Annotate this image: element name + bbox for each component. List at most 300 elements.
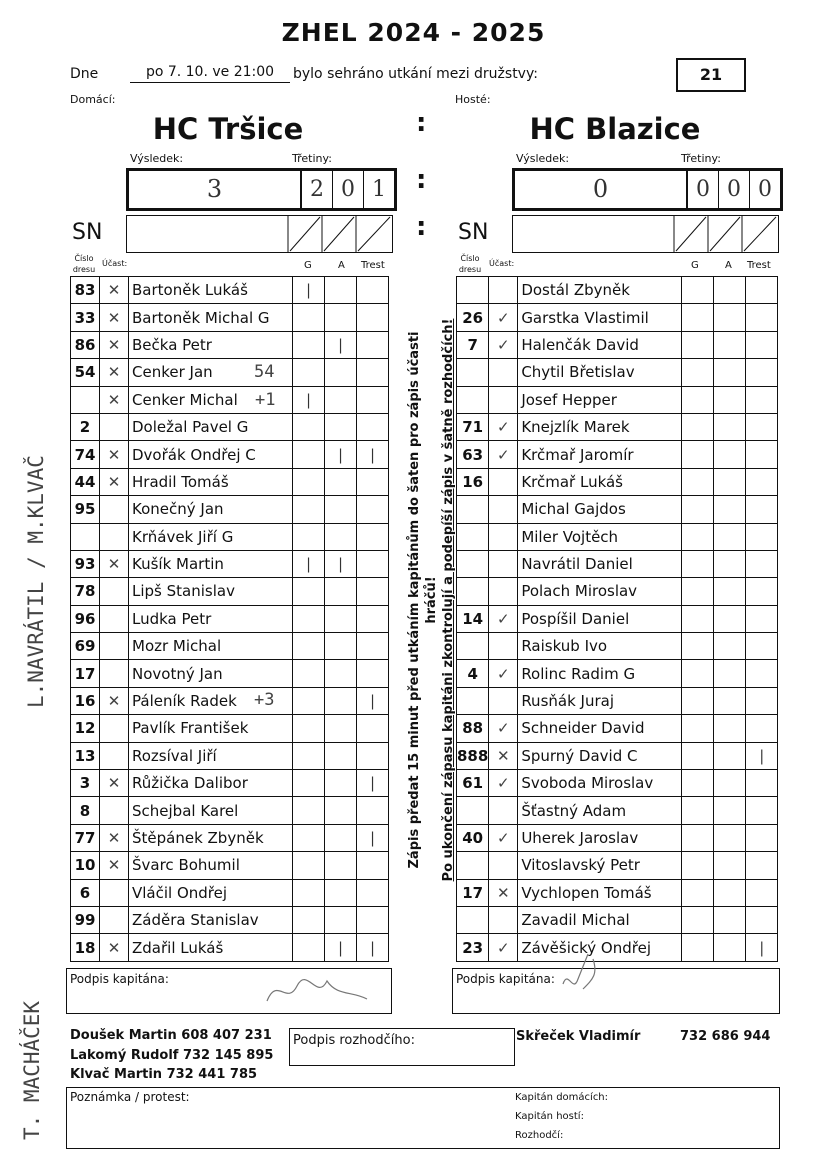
home-player-name: Ludka Petr <box>129 605 293 632</box>
home-assists-mark <box>325 413 357 440</box>
away-jersey-number: 23 <box>457 934 489 961</box>
away-participation-mark <box>489 277 518 304</box>
away-participation-mark: ✓ <box>489 770 518 797</box>
home-roster-table <box>70 276 389 962</box>
away-jersey-number: 88 <box>457 715 489 742</box>
home-player-row <box>71 715 389 742</box>
home-player-name: Novotný Jan <box>129 660 293 687</box>
home-jersey-number: 54 <box>71 359 100 386</box>
home-participation-mark: ✕ <box>100 687 129 714</box>
home-jersey-number: 17 <box>71 660 100 687</box>
away-assists-mark <box>714 715 746 742</box>
away-player-name: Vitoslavský Petr <box>518 852 682 879</box>
home-jersey-number: 18 <box>71 934 100 961</box>
home-player-row <box>71 879 389 906</box>
away-assists-mark <box>714 824 746 851</box>
notes-referee: Rozhodčí: <box>515 1130 564 1141</box>
home-player-row <box>71 660 389 687</box>
home-jersey-number: 69 <box>71 633 100 660</box>
home-participation-mark: ✕ <box>100 386 129 413</box>
home-goals-mark <box>293 879 325 906</box>
away-participation-mark: ✓ <box>489 441 518 468</box>
away-goals-mark <box>682 386 714 413</box>
home-score: 3 <box>206 175 223 203</box>
away-player-row <box>457 277 778 304</box>
home-participation-mark: ✕ <box>100 331 129 358</box>
away-captain-signature <box>553 949 633 999</box>
away-player-name: Garstka Vlastimil <box>518 304 682 331</box>
home-penalty-mark <box>357 742 389 769</box>
away-assists-mark <box>714 906 746 933</box>
cenker-jan-annotation: 54 <box>254 362 275 382</box>
home-player-name: Kušík Martin <box>129 550 293 577</box>
home-captain-signature-label: Podpis kapitána: <box>70 972 169 986</box>
away-assists-mark <box>714 578 746 605</box>
away-participation-mark <box>489 852 518 879</box>
home-penalty-mark <box>357 852 389 879</box>
referee-signature-box[interactable] <box>289 1028 515 1066</box>
home-col-trest: Trest <box>361 260 385 271</box>
sn-separator: : <box>416 212 427 242</box>
home-player-row <box>71 386 389 413</box>
home-assists-mark <box>325 797 357 824</box>
away-participation-mark: ✓ <box>489 304 518 331</box>
away-player-row <box>457 824 778 851</box>
home-assists-mark <box>325 687 357 714</box>
away-captain-signature-label: Podpis kapitána: <box>456 972 555 986</box>
home-penalty-mark: | <box>357 934 389 961</box>
home-goals-mark <box>293 578 325 605</box>
away-sn-box <box>512 215 779 253</box>
away-penalty-mark <box>746 441 778 468</box>
away-player-name: Polach Miroslav <box>518 578 682 605</box>
away-assists-mark <box>714 879 746 906</box>
away-penalty-mark: | <box>746 934 778 961</box>
away-penalty-mark <box>746 413 778 440</box>
away-jersey-number <box>457 852 489 879</box>
played-text: bylo sehráno utkání mezi družstvy: <box>293 66 538 82</box>
home-assists-mark <box>325 468 357 495</box>
away-goals-mark <box>682 824 714 851</box>
notes-home-captain: Kapitán domácích: <box>515 1092 609 1103</box>
home-goals-mark <box>293 852 325 879</box>
away-player-name: Rusňák Juraj <box>518 687 682 714</box>
home-team-name: HC Tršice <box>152 112 304 146</box>
away-col-trest: Trest <box>747 260 771 271</box>
score-separator: : <box>416 165 427 195</box>
notes-box[interactable] <box>66 1087 780 1149</box>
home-goals-mark <box>293 413 325 440</box>
away-player-name: Spurný David C <box>518 742 682 769</box>
home-participation-mark <box>100 578 129 605</box>
away-player-name: Svoboda Miroslav <box>518 770 682 797</box>
away-contact-phone: 732 686 944 <box>680 1029 771 1044</box>
away-assists-mark <box>714 687 746 714</box>
away-jersey-number <box>457 550 489 577</box>
home-penalty-mark <box>357 523 389 550</box>
away-jersey-number: 16 <box>457 468 489 495</box>
home-jersey-number: 16 <box>71 687 100 714</box>
home-label: Domácí: <box>70 93 116 106</box>
notes-label: Poznámka / protest: <box>70 1090 190 1104</box>
home-player-name: Dvořák Ondřej C <box>129 441 293 468</box>
home-participation-mark: ✕ <box>100 852 129 879</box>
home-player-name: Cenker Jan <box>129 359 293 386</box>
home-player-row <box>71 687 389 714</box>
home-jersey-number: 77 <box>71 824 100 851</box>
home-jersey-number <box>71 523 100 550</box>
home-penalty-mark: | <box>357 824 389 851</box>
away-player-name: Vychlopen Tomáš <box>518 879 682 906</box>
notice-line-2: Po ukončení zápasu kapitáni zkontrolují a podepíší zápis v šatně rozhodčích! <box>441 318 456 882</box>
away-score-box <box>512 168 783 211</box>
away-player-row <box>457 906 778 933</box>
home-penalty-mark: | <box>357 687 389 714</box>
away-assists-mark <box>714 633 746 660</box>
home-player-name: Schejbal Karel <box>129 797 293 824</box>
home-participation-mark <box>100 715 129 742</box>
home-assists-mark <box>325 879 357 906</box>
home-goals-mark <box>293 496 325 523</box>
home-participation-mark <box>100 660 129 687</box>
away-roster-table <box>456 276 778 962</box>
away-goals-mark <box>682 413 714 440</box>
home-player-row <box>71 304 389 331</box>
home-contact-3: Klvač Martin 732 441 785 <box>70 1067 258 1082</box>
home-goals-mark <box>293 742 325 769</box>
home-assists-mark <box>325 304 357 331</box>
home-participation-mark <box>100 879 129 906</box>
game-number: 21 <box>676 58 746 92</box>
away-goals-mark <box>682 715 714 742</box>
away-jersey-number <box>457 797 489 824</box>
home-penalty-mark <box>357 550 389 577</box>
away-player-name: Zavadil Michal <box>518 906 682 933</box>
home-jersey-number: 6 <box>71 879 100 906</box>
timekeeper-handwritten: T. MACHÁČEK <box>20 1000 44 1140</box>
home-assists-mark <box>325 633 357 660</box>
home-jersey-number: 83 <box>71 277 100 304</box>
home-goals-mark <box>293 359 325 386</box>
away-goals-mark <box>682 468 714 495</box>
away-participation-mark <box>489 468 518 495</box>
home-participation-mark: ✕ <box>100 277 129 304</box>
home-player-name: Růžička Dalibor <box>129 770 293 797</box>
home-goals-mark <box>293 331 325 358</box>
away-player-row <box>457 633 778 660</box>
away-player-row <box>457 304 778 331</box>
home-jersey-number: 95 <box>71 496 100 523</box>
home-goals-mark <box>293 770 325 797</box>
home-assists-mark: | <box>325 441 357 468</box>
away-goals-mark <box>682 359 714 386</box>
away-penalty-mark <box>746 852 778 879</box>
home-col-g: G <box>304 260 312 271</box>
away-col-g: G <box>691 260 699 271</box>
home-player-name: Švarc Bohumil <box>129 852 293 879</box>
home-assists-mark: | <box>325 331 357 358</box>
home-penalty-mark <box>357 605 389 632</box>
home-assists-mark <box>325 660 357 687</box>
home-sn-box <box>126 215 393 253</box>
away-penalty-mark <box>746 468 778 495</box>
home-player-row <box>71 605 389 632</box>
home-player-name: Krňávek Jiří G <box>129 523 293 550</box>
home-player-name: Bartoněk Lukáš <box>129 277 293 304</box>
home-assists-mark <box>325 852 357 879</box>
home-periods-label: Třetiny: <box>292 152 332 165</box>
home-participation-mark <box>100 496 129 523</box>
home-player-name: Zdařil Lukáš <box>129 934 293 961</box>
home-participation-mark <box>100 633 129 660</box>
away-participation-mark: ✓ <box>489 605 518 632</box>
away-player-name: Josef Hepper <box>518 386 682 413</box>
away-player-name: Knejzlík Marek <box>518 413 682 440</box>
home-player-row <box>71 633 389 660</box>
home-captain-signature <box>257 971 377 1011</box>
home-goals-mark <box>293 660 325 687</box>
home-jersey-number: 78 <box>71 578 100 605</box>
home-penalty-mark <box>357 304 389 331</box>
notes-away-captain: Kapitán hostí: <box>515 1111 584 1122</box>
away-assists-mark <box>714 852 746 879</box>
away-player-name: Miler Vojtěch <box>518 523 682 550</box>
home-penalty-mark <box>357 359 389 386</box>
away-player-name: Halenčák David <box>518 331 682 358</box>
away-participation-mark <box>489 359 518 386</box>
home-participation-mark: ✕ <box>100 550 129 577</box>
home-jersey-number: 2 <box>71 413 100 440</box>
away-penalty-mark <box>746 633 778 660</box>
home-player-name: Bečka Petr <box>129 331 293 358</box>
home-player-row <box>71 496 389 523</box>
away-jersey-number: 26 <box>457 304 489 331</box>
away-player-row <box>457 687 778 714</box>
home-player-name: Cenker Michal <box>129 386 293 413</box>
away-goals-mark <box>682 277 714 304</box>
away-goals-mark <box>682 304 714 331</box>
away-player-name: Dostál Zbyněk <box>518 277 682 304</box>
away-goals-mark <box>682 906 714 933</box>
away-jersey-number: 4 <box>457 660 489 687</box>
home-player-row <box>71 770 389 797</box>
home-sn-slashes <box>127 216 392 252</box>
away-goals-mark <box>682 742 714 769</box>
home-participation-mark: ✕ <box>100 934 129 961</box>
home-penalty-mark <box>357 496 389 523</box>
away-player-name: Raiskub Ivo <box>518 633 682 660</box>
home-jersey-number: 44 <box>71 468 100 495</box>
away-assists-mark <box>714 523 746 550</box>
home-jersey-number: 33 <box>71 304 100 331</box>
away-jersey-number <box>457 523 489 550</box>
home-jersey-number: 99 <box>71 906 100 933</box>
away-player-row <box>457 386 778 413</box>
away-jersey-number: 17 <box>457 879 489 906</box>
home-participation-mark: ✕ <box>100 304 129 331</box>
away-period-2: 0 <box>718 171 749 208</box>
home-participation-mark <box>100 413 129 440</box>
home-player-name: Konečný Jan <box>129 496 293 523</box>
away-jersey-number <box>457 277 489 304</box>
away-player-row <box>457 550 778 577</box>
away-player-row <box>457 496 778 523</box>
away-player-row <box>457 797 778 824</box>
home-jersey-number: 10 <box>71 852 100 879</box>
home-goals-mark <box>293 824 325 851</box>
home-jersey-number: 12 <box>71 715 100 742</box>
away-jersey-number <box>457 906 489 933</box>
home-player-row <box>71 277 389 304</box>
home-goals-mark <box>293 715 325 742</box>
home-jersey-number: 93 <box>71 550 100 577</box>
away-participation-mark <box>489 578 518 605</box>
away-col-number: Číslo dresu <box>458 254 482 274</box>
away-penalty-mark <box>746 824 778 851</box>
home-player-row <box>71 441 389 468</box>
away-player-name: Michal Gajdos <box>518 496 682 523</box>
away-player-row <box>457 605 778 632</box>
away-penalty-mark: | <box>746 742 778 769</box>
away-participation-mark <box>489 687 518 714</box>
away-player-row <box>457 523 778 550</box>
home-assists-mark: | <box>325 934 357 961</box>
home-player-name: Bartoněk Michal G <box>129 304 293 331</box>
away-jersey-number: 71 <box>457 413 489 440</box>
away-penalty-mark <box>746 331 778 358</box>
away-player-row <box>457 879 778 906</box>
away-assists-mark <box>714 770 746 797</box>
home-penalty-mark <box>357 413 389 440</box>
home-participation-mark <box>100 742 129 769</box>
away-sn-label: SN <box>458 220 489 245</box>
home-result-label: Výsledek: <box>130 152 184 165</box>
away-captain-signature-box[interactable] <box>452 968 780 1014</box>
away-player-row <box>457 331 778 358</box>
cenker-michal-annotation: +1 <box>255 390 276 410</box>
away-jersey-number: 7 <box>457 331 489 358</box>
away-penalty-mark <box>746 359 778 386</box>
away-assists-mark <box>714 468 746 495</box>
away-penalty-mark <box>746 660 778 687</box>
home-jersey-number: 8 <box>71 797 100 824</box>
away-player-row <box>457 359 778 386</box>
away-penalty-mark <box>746 715 778 742</box>
away-periods-label: Třetiny: <box>681 152 721 165</box>
away-goals-mark <box>682 523 714 550</box>
away-goals-mark <box>682 605 714 632</box>
away-goals-mark <box>682 852 714 879</box>
away-penalty-mark <box>746 578 778 605</box>
home-period-2: 0 <box>332 171 363 208</box>
home-score-box <box>126 168 397 211</box>
home-player-name: Hradil Tomáš <box>129 468 293 495</box>
home-player-row <box>71 578 389 605</box>
away-assists-mark <box>714 304 746 331</box>
away-participation-mark: ✓ <box>489 715 518 742</box>
home-goals-mark <box>293 934 325 961</box>
away-participation-mark: ✓ <box>489 660 518 687</box>
away-player-name: Krčmař Lukáš <box>518 468 682 495</box>
home-participation-mark <box>100 906 129 933</box>
home-player-name: Pavlík František <box>129 715 293 742</box>
away-penalty-mark <box>746 277 778 304</box>
notice-line-1: Zápis předat 15 minut před utkáním kapitánům do šaten pro zápis účasti hráčů! <box>407 331 439 869</box>
home-captain-signature-box[interactable] <box>66 968 392 1014</box>
home-player-row <box>71 742 389 769</box>
away-jersey-number <box>457 633 489 660</box>
away-goals-mark <box>682 550 714 577</box>
away-player-row <box>457 770 778 797</box>
home-period-1: 2 <box>300 171 332 208</box>
away-player-name: Chytil Břetislav <box>518 359 682 386</box>
away-player-row <box>457 413 778 440</box>
away-player-row <box>457 468 778 495</box>
away-goals-mark <box>682 441 714 468</box>
home-jersey-number <box>71 386 100 413</box>
home-player-row <box>71 331 389 358</box>
home-penalty-mark <box>357 633 389 660</box>
home-penalty-mark <box>357 277 389 304</box>
home-participation-mark: ✕ <box>100 770 129 797</box>
away-contact-name: Skřeček Vladimír <box>516 1029 641 1044</box>
home-player-name: Páleník Radek <box>129 687 293 714</box>
home-penalty-mark <box>357 386 389 413</box>
away-col-participation: Účast: <box>489 259 515 268</box>
away-period-3: 0 <box>749 171 780 208</box>
home-player-row <box>71 523 389 550</box>
away-player-row <box>457 742 778 769</box>
away-jersey-number <box>457 386 489 413</box>
home-goals-mark <box>293 304 325 331</box>
away-penalty-mark <box>746 550 778 577</box>
home-player-name: Rozsíval Jiří <box>129 742 293 769</box>
home-col-number: Číslo dresu <box>72 254 96 274</box>
away-penalty-mark <box>746 605 778 632</box>
away-penalty-mark <box>746 523 778 550</box>
home-jersey-number: 3 <box>71 770 100 797</box>
away-player-name: Navrátil Daniel <box>518 550 682 577</box>
home-player-name: Štěpánek Zbyněk <box>129 824 293 851</box>
away-assists-mark <box>714 496 746 523</box>
home-player-row <box>71 824 389 851</box>
away-participation-mark <box>489 523 518 550</box>
home-player-row <box>71 468 389 495</box>
home-assists-mark <box>325 496 357 523</box>
away-penalty-mark <box>746 906 778 933</box>
away-player-name: Krčmař Jaromír <box>518 441 682 468</box>
away-penalty-mark <box>746 797 778 824</box>
date-label: Dne <box>70 66 99 82</box>
away-jersey-number: 888 <box>457 742 489 769</box>
away-player-name: Pospíšil Daniel <box>518 605 682 632</box>
away-goals-mark <box>682 797 714 824</box>
home-penalty-mark <box>357 331 389 358</box>
away-participation-mark <box>489 550 518 577</box>
home-player-row <box>71 359 389 386</box>
home-jersey-number: 13 <box>71 742 100 769</box>
away-participation-mark: ✓ <box>489 331 518 358</box>
home-goals-mark: | <box>293 386 325 413</box>
home-player-row <box>71 906 389 933</box>
away-assists-mark <box>714 605 746 632</box>
away-col-a: A <box>725 260 732 271</box>
home-penalty-mark <box>357 578 389 605</box>
home-assists-mark <box>325 742 357 769</box>
away-penalty-mark <box>746 687 778 714</box>
home-player-name: Mozr Michal <box>129 633 293 660</box>
away-participation-mark: ✓ <box>489 413 518 440</box>
